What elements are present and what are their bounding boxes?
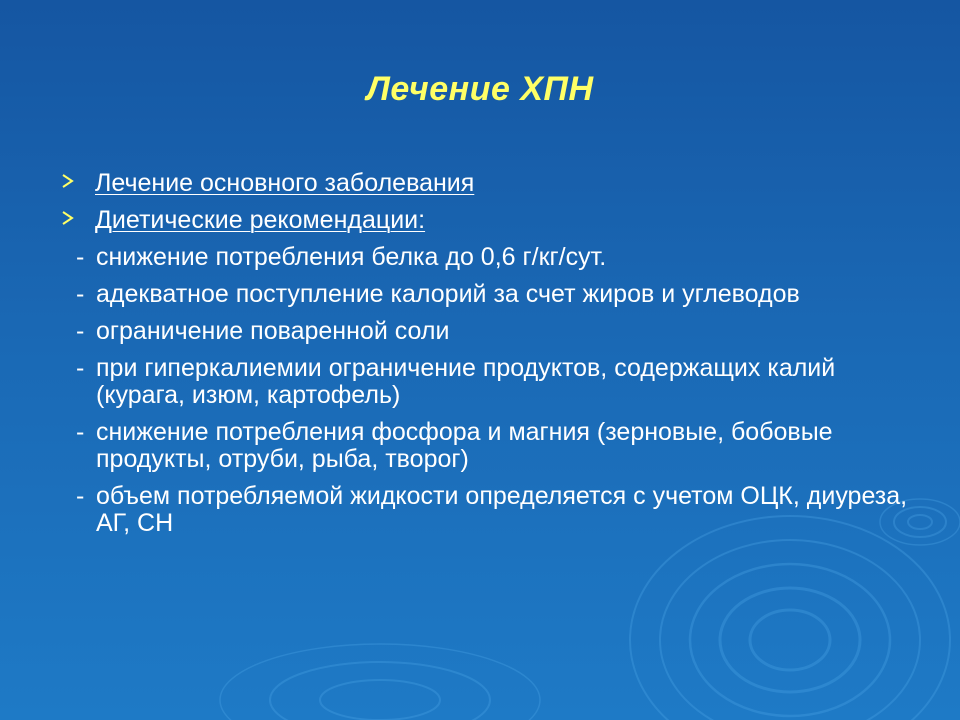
dash-marker: - [76, 280, 85, 308]
sub-item [60, 355, 920, 409]
sub-item-text: снижение потребления белка до 0,6 г/кг/сут. [96, 243, 607, 271]
arrow-bullet-icon [60, 210, 76, 226]
sub-item-text: адекватное поступление калорий за счет жиров и углеводов [96, 280, 800, 308]
dash-marker: - [76, 354, 85, 382]
slide-title: Лечение ХПН [366, 70, 594, 108]
sub-item [60, 318, 920, 345]
sub-item-text: снижение потребления фосфора и магния (зерновые, бобовые продукты, отруби, рыба, творог) [96, 418, 833, 473]
dash-marker: - [76, 482, 85, 510]
sub-item-text: при гиперкалиемии ограничение продуктов, содержащих калий (курага, изюм, картофель) [96, 354, 836, 409]
bullet-item [60, 207, 920, 234]
arrow-bullet-icon [60, 173, 76, 189]
slide-content [60, 170, 920, 547]
dash-marker: - [76, 317, 85, 345]
sub-item [60, 483, 920, 537]
dash-marker: - [76, 243, 85, 271]
sub-item-text: объем потребляемой жидкости определяется с учетом ОЦК, диуреза, АГ, СН [96, 482, 908, 537]
dash-marker: - [76, 418, 85, 446]
bullet-text: Лечение основного заболевания [95, 169, 475, 197]
sub-item [60, 244, 920, 271]
sub-item [60, 419, 920, 473]
sub-item-text: ограничение поваренной соли [96, 317, 450, 345]
bullet-text: Диетические рекомендации: [95, 206, 426, 234]
sub-item [60, 281, 920, 308]
bullet-item [60, 170, 920, 197]
